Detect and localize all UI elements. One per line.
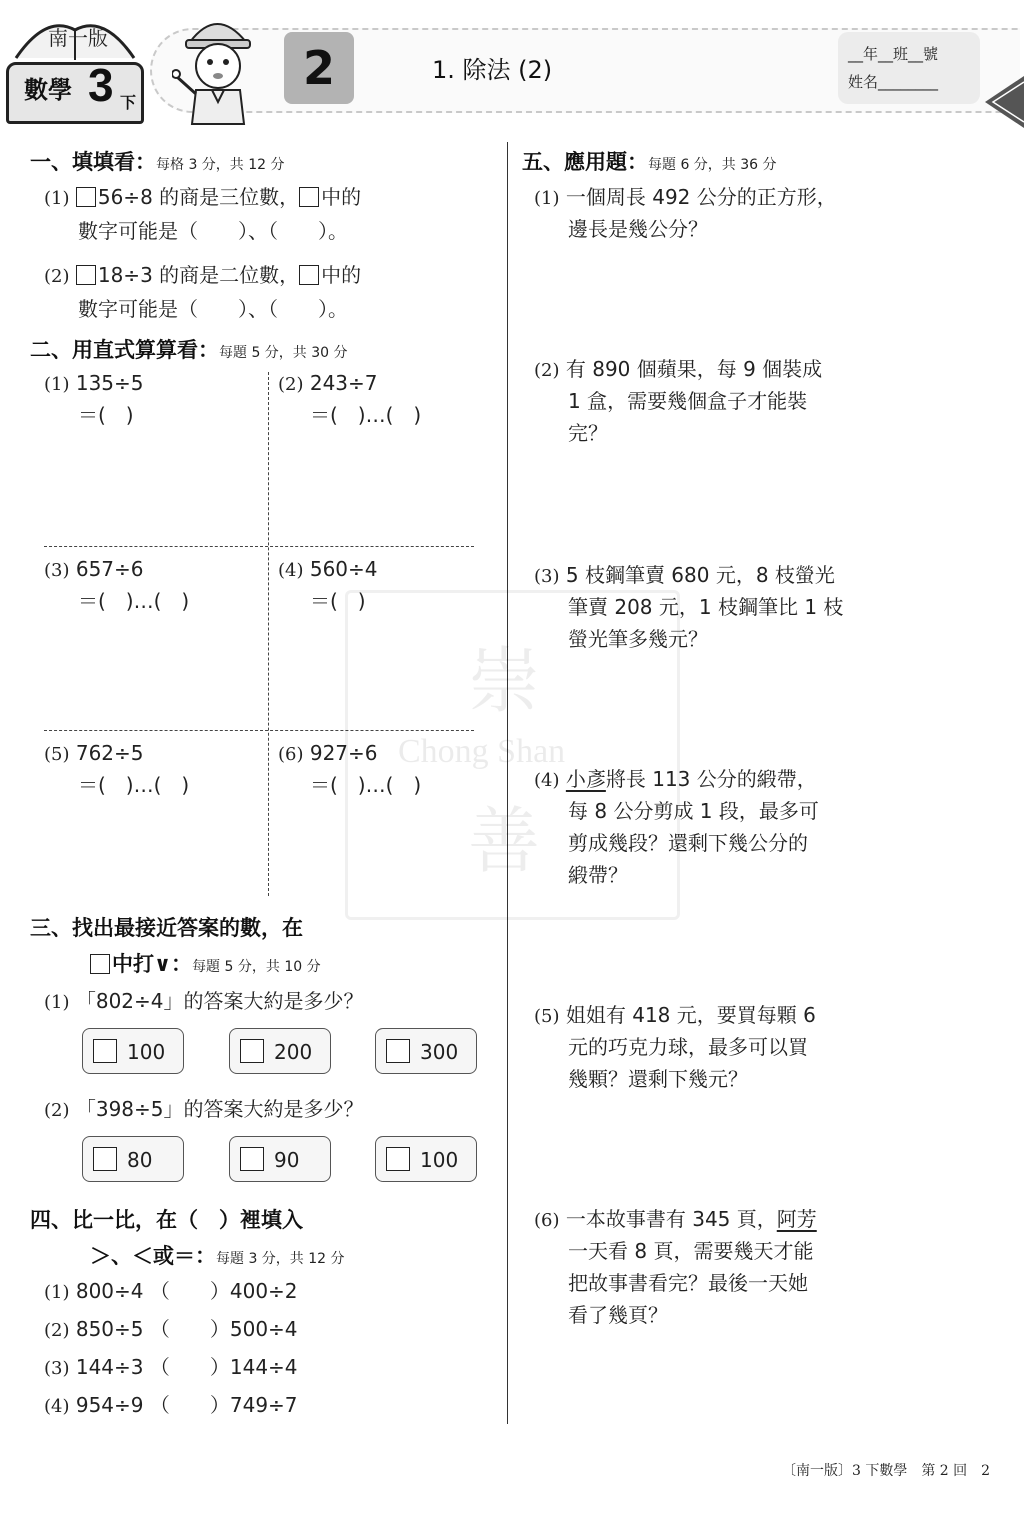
- section-3-question-1: (1) 「802÷4」的答案大約是多少？: [44, 989, 364, 1013]
- exam-number-badge: 2: [284, 32, 354, 104]
- page-footer: 〔南一版〕3 下數學 第 2 回 2: [782, 1463, 991, 1479]
- calc-answer-6[interactable]: ＝( )…( ): [310, 773, 422, 797]
- section-4-title-line-2: ＞、＜或＝：每題 3 分，共 12 分: [90, 1244, 345, 1268]
- calc-answer-1[interactable]: ＝( ): [78, 403, 134, 427]
- section-2-points: 每題 5 分，共 30 分: [219, 345, 348, 361]
- word-problem-5-line-3: 幾顆？還剩下幾元？: [568, 1067, 748, 1091]
- section-1-question-1: (1) 56÷8 的商是三位數， 中的: [44, 185, 362, 209]
- student-name-field[interactable]: 姓名________: [848, 73, 939, 91]
- word-problem-3-line-2: 筆賣 208 元，1 枝鋼筆比 1 枝: [568, 595, 844, 619]
- word-problem-1: (1) 一個周長 492 公分的正方形，: [534, 185, 837, 209]
- blank-square[interactable]: [299, 187, 319, 207]
- choice-option[interactable]: 200: [229, 1028, 331, 1074]
- unit-title: 1. 除法 (2): [432, 56, 553, 84]
- choice-option[interactable]: 100: [375, 1136, 477, 1182]
- section-1-title: 一、填填看：每格 3 分，共 12 分: [30, 150, 285, 174]
- calc-answer-2[interactable]: ＝( )…( ): [310, 403, 422, 427]
- subject-label: 數學: [24, 76, 72, 104]
- student-info-box: [838, 32, 980, 104]
- section-1-question-2-line-2[interactable]: 數字可能是（ ）、（ ）。: [78, 297, 348, 321]
- blank-square[interactable]: [76, 265, 96, 285]
- word-problem-6-line-2: 一天看 8 頁，需要幾天才能: [568, 1239, 814, 1263]
- checkbox[interactable]: [240, 1147, 264, 1171]
- word-problem-5-line-2: 元的巧克力球，最多可以買: [568, 1035, 808, 1059]
- word-problem-2-line-3: 完？: [568, 421, 608, 445]
- word-problem-6-line-3: 把故事書看完？最後一天她: [568, 1271, 808, 1295]
- person-name: 阿芳: [776, 1207, 817, 1231]
- term-label: 下: [120, 93, 137, 112]
- word-problem-6: (6) 一本故事書有 345 頁，阿芳: [534, 1207, 817, 1231]
- calc-answer-4[interactable]: ＝( ): [310, 589, 366, 613]
- person-name: 小彥: [565, 767, 606, 791]
- section-1-points: 每格 3 分，共 12 分: [156, 157, 285, 173]
- blank-square[interactable]: [299, 265, 319, 285]
- compare-item: (1) 800÷4 （ ）400÷2: [44, 1279, 298, 1303]
- edition-label: 南一版: [48, 26, 108, 50]
- compare-blank[interactable]: （ ）: [149, 1393, 230, 1417]
- calc-problem-5: (5) 762÷5: [44, 741, 144, 765]
- section-4-points: 每題 3 分，共 12 分: [216, 1251, 345, 1267]
- section-5-title: 五、應用題：每題 6 分，共 36 分: [522, 150, 777, 174]
- compare-blank[interactable]: （ ）: [149, 1279, 230, 1303]
- checkbox[interactable]: [93, 1147, 117, 1171]
- watermark-text: Chong Shan: [398, 733, 566, 770]
- calc-problem-4: (4) 560÷4: [278, 557, 378, 581]
- word-problem-6-line-4: 看了幾頁？: [568, 1303, 668, 1327]
- section-5-points: 每題 6 分，共 36 分: [648, 157, 777, 173]
- word-problem-3: (3) 5 枝鋼筆賣 680 元，8 枝螢光: [534, 563, 835, 587]
- corner-book-icon: [965, 72, 1024, 132]
- word-problem-3-line-3: 螢光筆多幾元？: [568, 627, 708, 651]
- word-problem-2: (2) 有 890 個蘋果，每 9 個裝成: [534, 357, 823, 381]
- word-problem-4-line-2: 每 8 公分剪成 1 段，最多可: [568, 799, 819, 823]
- section-1-question-2: (2) 18÷3 的商是二位數， 中的: [44, 263, 362, 287]
- section-3-question-2: (2) 「398÷5」的答案大約是多少？: [44, 1097, 364, 1121]
- checkbox[interactable]: [93, 1039, 117, 1063]
- compare-blank[interactable]: （ ）: [149, 1355, 230, 1379]
- boy-mascot-icon: [172, 6, 262, 126]
- calc-answer-5[interactable]: ＝( )…( ): [78, 773, 190, 797]
- section-3-points: 每題 5 分，共 10 分: [192, 959, 321, 975]
- watermark-char-2: 善: [468, 799, 541, 883]
- calc-problem-6: (6) 927÷6: [278, 741, 378, 765]
- word-problem-4-line-4: 緞帶？: [568, 863, 628, 887]
- word-problem-4-line-3: 剪成幾段？還剩下幾公分的: [568, 831, 808, 855]
- calc-problem-3: (3) 657÷6: [44, 557, 144, 581]
- compare-blank[interactable]: （ ）: [149, 1317, 230, 1341]
- choice-option[interactable]: 300: [375, 1028, 477, 1074]
- word-problem-2-line-2: 1 盒，需要幾個盒子才能裝: [568, 389, 808, 413]
- header: [0, 0, 1024, 135]
- section-3-title-line-1: 三、找出最接近答案的數，在: [30, 916, 303, 940]
- section-2-title: 二、用直式算算看：每題 5 分，共 30 分: [30, 338, 348, 362]
- blank-square[interactable]: [76, 187, 96, 207]
- grade-label: 3: [88, 59, 114, 111]
- calc-problem-1: (1) 135÷5: [44, 371, 144, 395]
- calc-answer-3[interactable]: ＝( )…( ): [78, 589, 190, 613]
- textbook-logo: [6, 10, 144, 125]
- compare-item: (3) 144÷3 （ ）144÷4: [44, 1355, 298, 1379]
- section-3-title-line-2: 中打∨：每題 5 分，共 10 分: [90, 948, 321, 978]
- section-1-question-1-line-2[interactable]: 數字可能是（ ）、（ ）。: [78, 219, 348, 243]
- section-4-title-line-1: 四、比一比，在（ ）裡填入: [30, 1208, 303, 1232]
- checkbox-square-icon: [90, 954, 110, 974]
- choice-option[interactable]: 100: [82, 1028, 184, 1074]
- choice-option[interactable]: 80: [82, 1136, 184, 1182]
- watermark-char-1: 崇: [468, 639, 541, 723]
- work-grid-vertical: [268, 372, 269, 896]
- checkbox[interactable]: [240, 1039, 264, 1063]
- compare-item: (2) 850÷5 （ ）500÷4: [44, 1317, 298, 1341]
- checkbox[interactable]: [386, 1039, 410, 1063]
- word-problem-1-line-2: 邊長是幾公分？: [568, 217, 708, 241]
- compare-item: (4) 954÷9 （ ）749÷7: [44, 1393, 298, 1417]
- class-seat-field[interactable]: __年__班__號: [848, 45, 939, 63]
- work-grid-horizontal-1: [44, 546, 474, 547]
- word-problem-5: (5) 姐姐有 418 元，要買每顆 6: [534, 1003, 816, 1027]
- calc-problem-2: (2) 243÷7: [278, 371, 378, 395]
- word-problem-4: (4) 小彥將長 113 公分的緞帶，: [534, 767, 817, 791]
- checkbox[interactable]: [386, 1147, 410, 1171]
- choice-option[interactable]: 90: [229, 1136, 331, 1182]
